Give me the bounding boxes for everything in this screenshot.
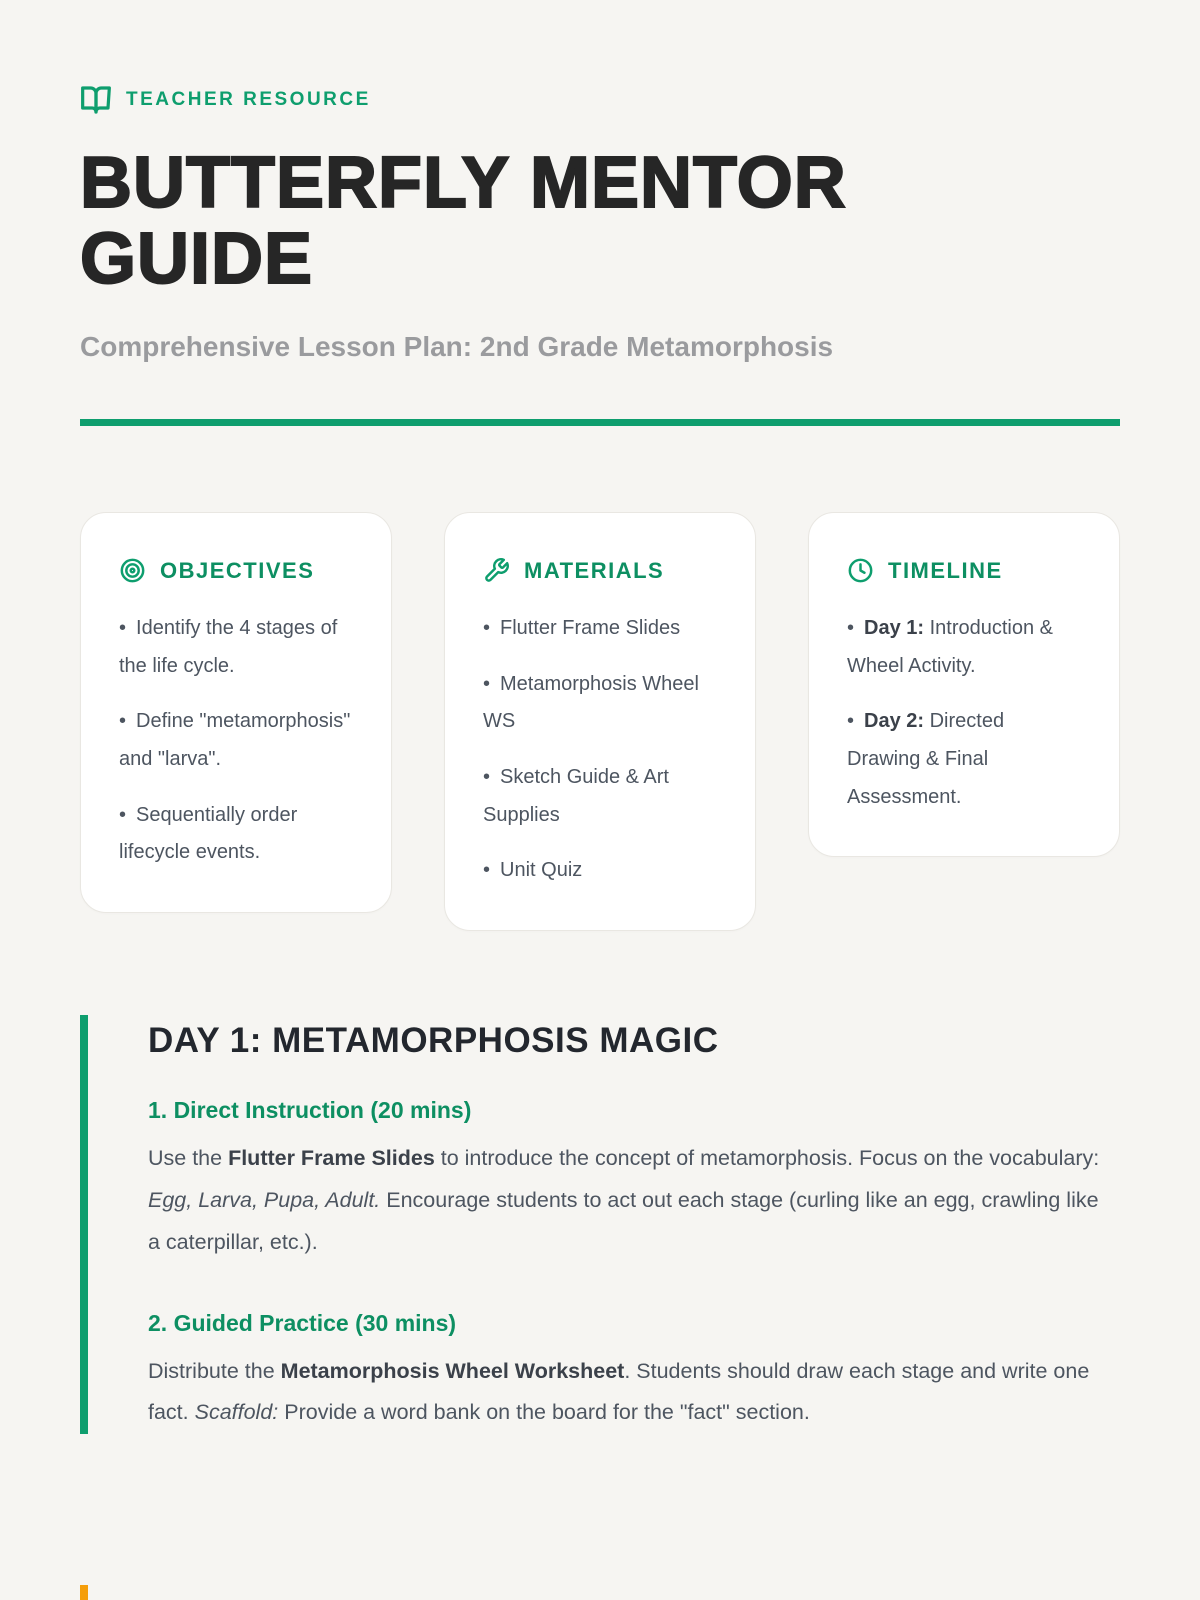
text-segment: Sequentially order lifecycle events. (119, 803, 298, 864)
card-list-item (119, 797, 353, 872)
day1-content (148, 1097, 1120, 1435)
card-list-item (119, 703, 353, 778)
card-list-item (483, 666, 717, 741)
tool-icon (483, 557, 510, 584)
materials-list (483, 610, 717, 890)
day1-section (80, 1015, 1120, 1435)
text-segment: Directed Drawing & Final Assessment. (847, 710, 1005, 808)
text-segment: Metamorphosis Wheel Worksheet (280, 1358, 625, 1383)
objectives-card-header (119, 557, 353, 584)
timeline-card (808, 512, 1120, 857)
page-subtitle: Comprehensive Lesson Plan: 2nd Grade Metamorphosis (80, 331, 834, 363)
resource-badge (80, 84, 1120, 116)
step-heading: 2. Guided Practice (30 mins) (148, 1309, 457, 1336)
text-segment: Metamorphosis Wheel WS (483, 672, 699, 733)
text-segment: Introduction & Wheel Activity. (847, 617, 1054, 677)
timeline-list (847, 610, 1081, 816)
step-heading: 1. Direct Instruction (20 mins) (148, 1096, 472, 1123)
text-segment: Identify the 4 stages of the life cycle. (119, 617, 338, 677)
card-list-item (483, 852, 717, 890)
card-title: OBJECTIVES (160, 557, 315, 583)
clock-icon (847, 557, 874, 584)
text-segment: Encourage students to act out each stage (curling like an egg, crawling like a caterpillar, etc.). (148, 1187, 1099, 1254)
card-title: MATERIALS (524, 557, 665, 583)
summary-cards (80, 512, 1120, 931)
badge-label: TEACHER RESOURCE (126, 89, 371, 110)
timeline-card-header (847, 557, 1081, 584)
card-title: TIMELINE (888, 557, 1003, 583)
text-segment: Day 2: (864, 710, 925, 733)
day1-heading: DAY 1: METAMORPHOSIS MAGIC (148, 1020, 719, 1060)
card-list-item (847, 610, 1081, 685)
text-segment: . Students should draw each stage and write one fact. (148, 1358, 1090, 1425)
card-list-item (847, 703, 1081, 816)
text-segment: Distribute the (148, 1358, 281, 1383)
text-segment: Use the (148, 1145, 229, 1170)
open-book-icon (80, 84, 112, 116)
text-segment: Unit Quiz (500, 859, 583, 882)
materials-card-header (483, 557, 717, 584)
step-body (148, 1138, 1108, 1264)
page-title: BUTTERFLY MENTOR GUIDE (80, 143, 847, 299)
text-segment: Egg, Larva, Pupa, Adult. (148, 1187, 381, 1212)
card-list-item (483, 759, 717, 834)
accent-divider (80, 419, 1120, 426)
card-list-item (483, 610, 717, 648)
text-segment: Flutter Frame Slides (228, 1145, 435, 1170)
objectives-list (119, 610, 353, 872)
materials-card (444, 512, 756, 931)
text-segment: Flutter Frame Slides (500, 617, 681, 640)
card-list-item (119, 610, 353, 685)
text-segment: Scaffold: (194, 1400, 279, 1425)
text-segment: Define "metamorphosis" and "larva". (119, 710, 351, 770)
objectives-card (80, 512, 392, 913)
step-body (148, 1351, 1108, 1435)
text-segment: Provide a word bank on the board for the "fact" section. (278, 1400, 810, 1425)
text-segment: to introduce the concept of metamorphosis. Focus on the vocabulary: (434, 1145, 1100, 1170)
text-segment: Sketch Guide & Art Supplies (483, 765, 669, 826)
day2-section-accent (80, 1585, 88, 1600)
text-segment: Day 1: (864, 617, 925, 640)
target-icon (119, 557, 146, 584)
